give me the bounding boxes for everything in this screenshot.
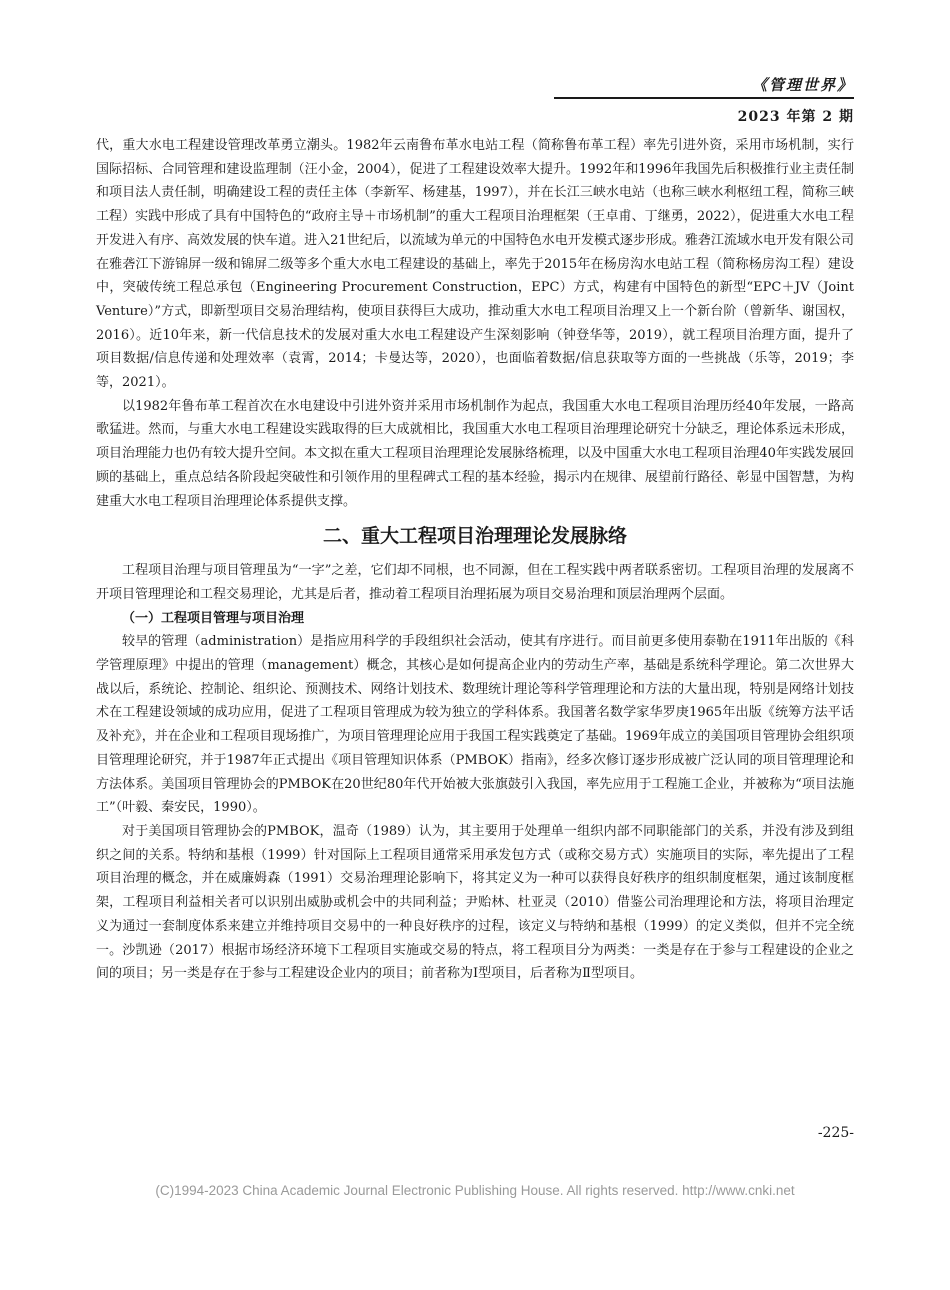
paragraph-5: 对于美国项目管理协会的PMBOK，温奇（1989）认为，其主要用于处理单一组织内部不同职能部门的关系，并没有涉及到组织之间的关系。特纳和基根（1999）针对国际上工程项目通常采用承发包方式（或称交易方式）实施项目的实际，率先提出了工程项目治理的概念，并在威廉姆森（1991）交易治理理论影响下，将其定义为一种可以获得良好秩序的组织制度框架，通过该制度框架，工程项目利益相关者可以识别出威胁或机会中的共同利益；尹贻林、杜亚灵（2010）借鉴公司治理理论和方法，将项目治理定义为通过一套制度体系来建立并维持项目交易中的一种良好秩序的过程，该定义与特纳和基根（1999）的定义类似，但并不完全统一。沙凯逊（2017）根据市场经济环境下工程项目实施或交易的特点，将工程项目分为两类：一类是存在于参与工程建设的企业之间的项目；另一类是存在于参与工程建设企业内的项目；前者称为Ⅰ型项目，后者称为Ⅱ型项目。: [96, 823, 854, 982]
journal-title: 《管理世界》: [751, 76, 854, 94]
issue-label: 2023 年第 2 期: [737, 109, 854, 125]
paragraph-1: 代，重大水电工程建设管理改革勇立潮头。1982年云南鲁布革水电站工程（简称鲁布革工程）率先引进外资，采用市场机制，实行国际招标、合同管理和建设监理制（汪小金，2004），促进了工程建设效率大提升。1992年和1996年我国先后积极推行业主责任制和项目法人责任制，明确建设工程的责任主体（李新军、杨建基，1997），并在长江三峡水电站（也称三峡水利枢纽工程，简称三峡工程）实践中形成了具有中国特色的“政府主导＋市场机制”的重大工程项目治理框架（王卓甫、丁继勇，2022），促进重大水电工程开发进入有序、高效发展的快车道。进入21世纪后，以流域为单元的中国特色水电开发模式逐步形成。雅砻江流域水电开发有限公司在雅砻江下游锦屏一级和锦屏二级等多个重大水电工程建设的基础上，率先于2015年在杨房沟水电站工程（简称杨房沟工程）建设中，突破传统工程总承包（Engineering Procurement Construction，EPC）方式，构建有中国特色的新型“EPC＋JV（Joint Venture）”方式，即新型项目交易治理结构，使项目获得巨大成功，推动重大水电工程项目治理又上一个新台阶（曾新华、谢国权，2016）。近10年来，新一代信息技术的发展对重大水电工程建设产生深刻影响（钟登华等，2019），就工程项目治理方面，提升了项目数据/信息传递和处理效率（袁霄，2014；卡曼达等，2020），也面临着数据/信息获取等方面的一些挑战（乐等，2019；李等，2021）。: [96, 138, 854, 391]
copyright-notice: (C)1994-2023 China Academic Journal Electronic Publishing House. All rights reserved. http://www.cnki.net: [155, 1183, 795, 1198]
subsection-title: （一）工程项目管理与项目治理: [122, 610, 305, 626]
page-number: -225-: [817, 1125, 854, 1141]
paragraph-2: 以1982年鲁布革工程首次在水电建设中引进外资并采用市场机制作为起点，我国重大水电工程项目治理历经40年发展，一路高歌猛进。然而，与重大水电工程建设实践取得的巨大成就相比，我国重大水电工程项目治理理论研究十分缺乏，理论体系远未形成，项目治理能力也仍有较大提升空间。本文拟在重大工程项目治理理论发展脉络梳理，以及中国重大水电工程项目治理40年实践发展回顾的基础上，重点总结各阶段起突破性和引领作用的里程碑式工程的基本经验，揭示内在规律、展望前行路径、彰显中国智慧，为构建重大水电工程项目治理理论体系提供支撑。: [96, 398, 854, 509]
header-rule: [554, 97, 854, 99]
section-title: 二、重大工程项目治理理论发展脉络: [322, 525, 627, 548]
article-body: [96, 134, 854, 986]
paragraph-4: 较早的管理（administration）是指应用科学的手段组织社会活动，使其有序进行。而目前更多使用泰勒在1911年出版的《科学管理原理》中提出的管理（management）概念，其核心是如何提高企业内的劳动生产率，基础是系统科学理论。第二次世界大战以后，系统论、控制论、组织论、预测技术、网络计划技术、数理统计理论等科学管理理论和方法的大量出现，特别是网络计划技术在工程建设领域的成功应用，促进了工程项目管理成为较为独立的学科体系。我国著名数学家华罗庚1965年出版《统筹方法平话及补充》，并在企业和工程项目现场推广，为项目管理理论应用于我国工程实践奠定了基础。1969年成立的美国项目管理协会组织项目管理理论研究，并于1987年正式提出《项目管理知识体系（PMBOK）指南》，经多次修订逐步形成被广泛认同的项目管理理论和方法体系。美国项目管理协会的PMBOK在20世纪80年代开始被大张旗鼓引入我国，率先应用于工程施工企业，并被称为“项目法施工”（叶毅、秦安民，1990）。: [96, 634, 854, 816]
paragraph-3: 工程项目治理与项目管理虽为“一字”之差，它们却不同根，也不同源，但在工程实践中两者联系密切。工程项目治理的发展离不开项目管理理论和工程交易理论，尤其是后者，推动着工程项目治理拓展为项目交易治理和顶层治理两个层面。: [96, 563, 854, 602]
